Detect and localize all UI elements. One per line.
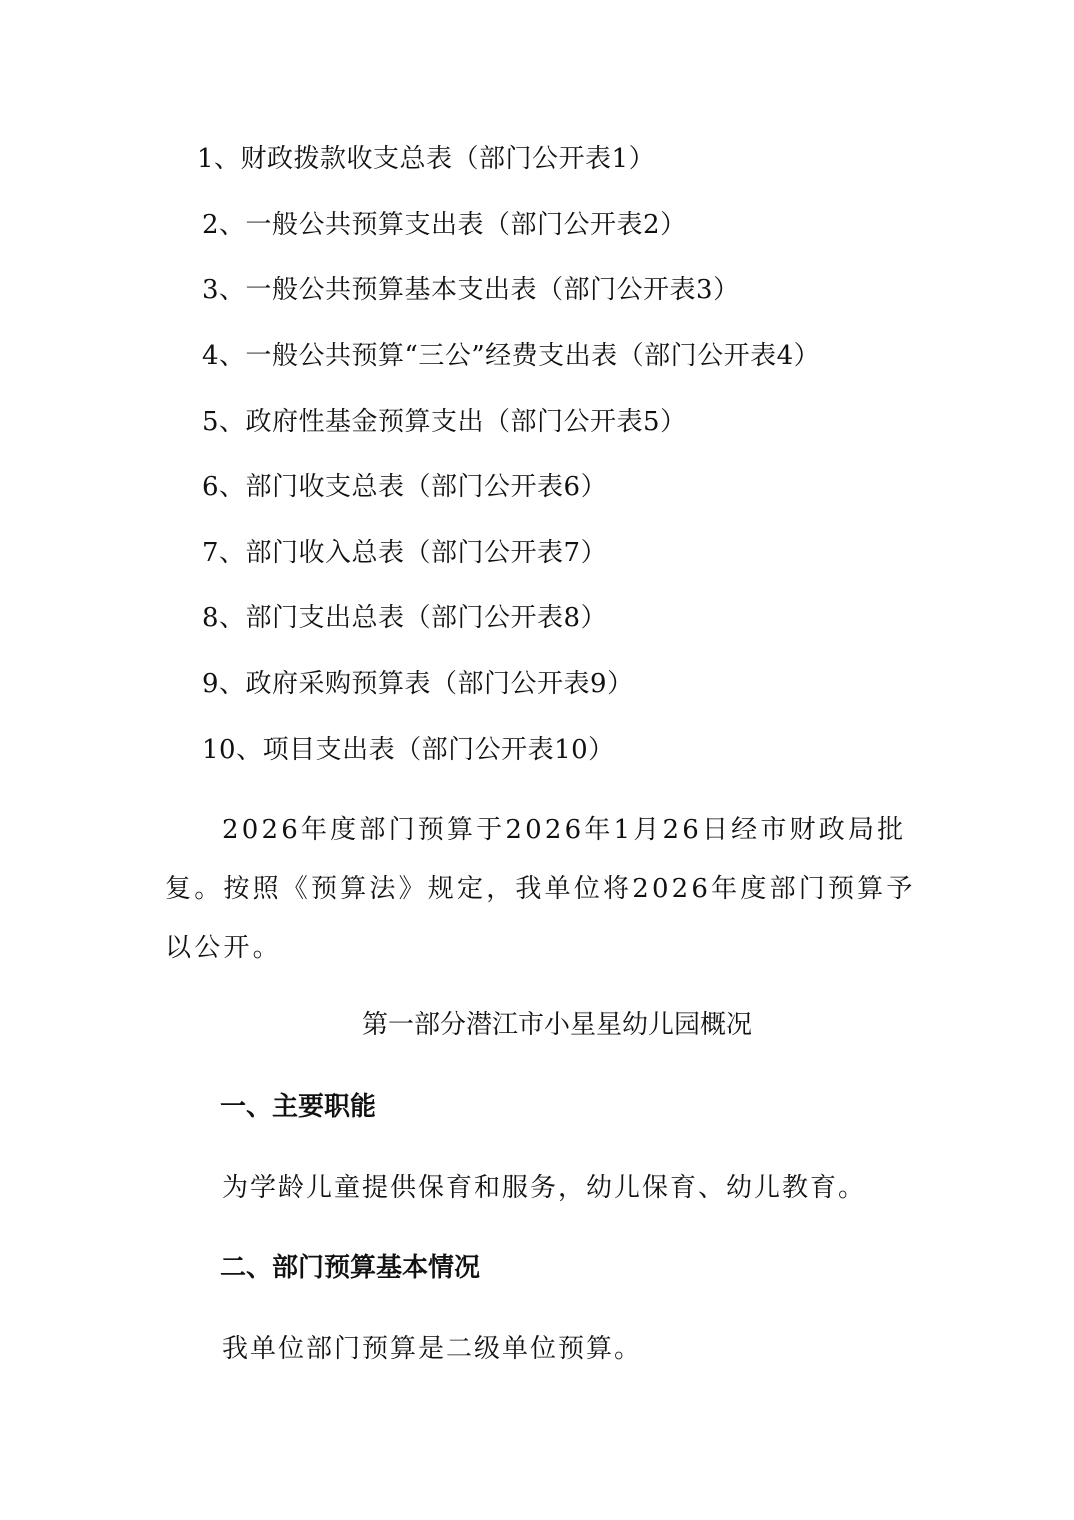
intro-paragraph: 2026年度部门预算于2026年1月26日经市财政局批复。按照《预算法》规定，我单位将2026年度部门预算予以公开。	[165, 815, 916, 963]
part-one-title: 第一部分潜江市小星星幼儿园概况	[361, 1010, 752, 1040]
toc-item-2: 2、一般公共预算支出表（部门公开表2）	[202, 210, 687, 240]
toc-item-9: 9、政府采购预算表（部门公开表9）	[202, 669, 634, 699]
budget-overview-text: 我单位部门预算是二级单位预算。	[222, 1334, 643, 1364]
toc-item-1: 1、财政拨款收支总表（部门公开表1）	[197, 144, 656, 174]
toc-item-4: 4、一般公共预算“三公”经费支出表（部门公开表4）	[202, 341, 821, 371]
toc-item-8: 8、部门支出总表（部门公开表8）	[202, 603, 608, 633]
main-functions-text: 为学龄儿童提供保育和服务，幼儿保育、幼儿教育。	[222, 1173, 867, 1203]
toc-item-3: 3、一般公共预算基本支出表（部门公开表3）	[202, 275, 740, 305]
section-heading-main-functions: 一、主要职能	[220, 1092, 377, 1122]
toc-item-5: 5、政府性基金预算支出（部门公开表5）	[202, 407, 687, 437]
section-heading-budget-overview: 二、部门预算基本情况	[220, 1253, 481, 1283]
toc-item-7: 7、部门收入总表（部门公开表7）	[202, 538, 608, 568]
toc-item-10: 10、项目支出表（部门公开表10）	[202, 735, 615, 765]
toc-item-6: 6、部门收支总表（部门公开表6）	[202, 472, 608, 502]
